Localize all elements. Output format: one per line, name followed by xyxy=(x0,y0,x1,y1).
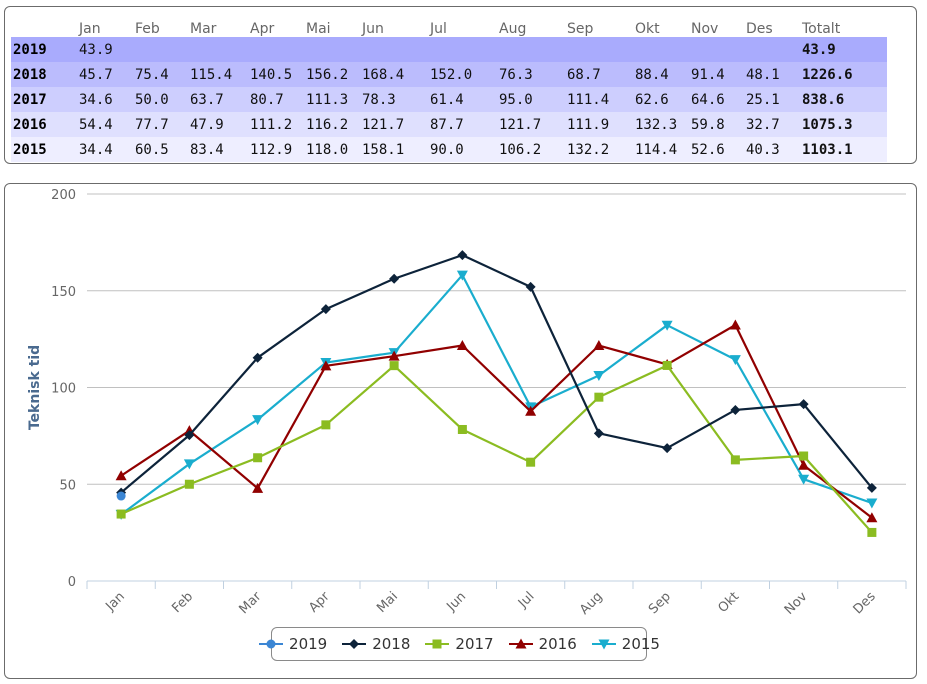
row-year: 2019 xyxy=(11,37,77,62)
x-tick-label: Feb xyxy=(169,589,197,617)
legend-label: 2016 xyxy=(538,635,577,653)
data-point-2017 xyxy=(594,393,603,402)
x-tick-label: Aug xyxy=(577,589,606,618)
row-total: 1226.6 xyxy=(800,62,887,87)
series-line-2015 xyxy=(121,275,872,514)
legend-item-2017[interactable] xyxy=(424,635,493,653)
row-year: 2015 xyxy=(11,137,77,162)
table-cell xyxy=(565,37,633,62)
table-cell xyxy=(689,37,744,62)
table-cell: 63.7 xyxy=(188,87,248,112)
legend-item-2018[interactable] xyxy=(341,635,410,653)
table-cell xyxy=(633,37,689,62)
row-total: 1075.3 xyxy=(800,112,887,137)
legend-label: 2015 xyxy=(621,635,660,653)
table-cell: 77.7 xyxy=(133,112,188,137)
x-tick-label: Jan xyxy=(103,589,128,615)
table-cell: 106.2 xyxy=(497,137,565,162)
data-point-2017 xyxy=(117,510,126,519)
data-point-2017 xyxy=(731,455,740,464)
summary-table-panel xyxy=(4,6,917,164)
table-cell: 34.4 xyxy=(77,137,133,162)
data-point-2016 xyxy=(116,470,127,480)
data-point-2018 xyxy=(457,250,467,260)
y-tick-label: 100 xyxy=(51,381,76,397)
table-cell: 43.9 xyxy=(77,37,133,62)
row-total: 43.9 xyxy=(800,37,887,62)
x-tick-label: Mar xyxy=(236,589,265,618)
x-tick-label: Apr xyxy=(306,589,333,616)
table-cell: 61.4 xyxy=(428,87,497,112)
data-point-2017 xyxy=(458,425,467,434)
legend-symbol-icon xyxy=(591,637,617,651)
column-header: Sep xyxy=(567,21,594,37)
table-cell xyxy=(428,37,497,62)
table-cell: 45.7 xyxy=(77,62,133,87)
table-cell xyxy=(304,37,360,62)
table-cell: 158.1 xyxy=(360,137,428,162)
header-corner xyxy=(11,14,77,37)
table-cell xyxy=(133,37,188,62)
table-cell xyxy=(360,37,428,62)
table-cell: 25.1 xyxy=(744,87,800,112)
data-point-2017 xyxy=(321,420,330,429)
table-cell: 40.3 xyxy=(744,137,800,162)
table-cell xyxy=(248,37,304,62)
table-cell xyxy=(744,37,800,62)
column-header: Apr xyxy=(250,21,275,37)
legend-symbol-icon xyxy=(341,637,367,651)
column-header: Feb xyxy=(135,21,160,37)
chart-legend xyxy=(271,627,660,661)
x-tick-label: Jun xyxy=(444,589,470,615)
table-cell: 111.9 xyxy=(565,112,633,137)
table-cell: 88.4 xyxy=(633,62,689,87)
legend-label: 2018 xyxy=(372,635,411,653)
table-cell: 54.4 xyxy=(77,112,133,137)
column-header: Mar xyxy=(190,21,217,37)
table-cell: 116.2 xyxy=(304,112,360,137)
table-row xyxy=(11,37,887,62)
table-cell: 152.0 xyxy=(428,62,497,87)
legend-item-2019[interactable] xyxy=(258,635,327,653)
table-cell: 90.0 xyxy=(428,137,497,162)
column-header: Jan xyxy=(79,21,101,37)
data-point-2015 xyxy=(730,355,741,365)
data-point-2017 xyxy=(526,458,535,467)
table-cell: 78.3 xyxy=(360,87,428,112)
column-header: Okt xyxy=(635,21,660,37)
table-cell: 34.6 xyxy=(77,87,133,112)
data-point-2017 xyxy=(867,528,876,537)
chart-panel xyxy=(4,183,917,679)
table-cell: 111.3 xyxy=(304,87,360,112)
table-cell: 59.8 xyxy=(689,112,744,137)
table-cell: 118.0 xyxy=(304,137,360,162)
table-cell: 111.2 xyxy=(248,112,304,137)
column-header: Des xyxy=(746,21,773,37)
table-cell: 132.3 xyxy=(633,112,689,137)
table-cell: 121.7 xyxy=(497,112,565,137)
table-cell: 168.4 xyxy=(360,62,428,87)
data-point-2018 xyxy=(730,405,740,415)
table-cell: 121.7 xyxy=(360,112,428,137)
table-row xyxy=(11,137,887,162)
table-cell: 114.4 xyxy=(633,137,689,162)
x-tick-label: Okt xyxy=(715,589,743,616)
column-header: Nov xyxy=(691,21,719,37)
data-point-2018 xyxy=(389,274,399,284)
x-tick-label: Des xyxy=(850,589,879,618)
data-point-2017 xyxy=(390,361,399,370)
row-year: 2018 xyxy=(11,62,77,87)
data-point-2016 xyxy=(593,340,604,350)
column-header: Jul xyxy=(430,21,447,37)
x-tick-label: Mai xyxy=(374,589,401,616)
table-cell: 112.9 xyxy=(248,137,304,162)
column-header: Jun xyxy=(362,21,384,37)
x-tick-label: Jul xyxy=(515,589,538,611)
row-year: 2017 xyxy=(11,87,77,112)
data-point-2017 xyxy=(185,480,194,489)
legend-label: 2017 xyxy=(455,635,494,653)
y-tick-label: 50 xyxy=(59,478,76,494)
table-cell xyxy=(188,37,248,62)
table-cell: 47.9 xyxy=(188,112,248,137)
table-cell: 62.6 xyxy=(633,87,689,112)
legend-symbol-icon xyxy=(508,637,534,651)
table-cell: 87.7 xyxy=(428,112,497,137)
table-header-row xyxy=(11,14,887,37)
data-point-2016 xyxy=(730,319,741,329)
y-tick-label: 200 xyxy=(51,188,76,203)
table-cell: 75.4 xyxy=(133,62,188,87)
column-header: Mai xyxy=(306,21,331,37)
data-point-2018 xyxy=(662,443,672,453)
data-point-2017 xyxy=(663,361,672,370)
table-row xyxy=(11,87,887,112)
table-cell: 95.0 xyxy=(497,87,565,112)
legend-item-2015[interactable] xyxy=(591,635,660,653)
legend-label: 2019 xyxy=(289,635,328,653)
column-header: Totalt xyxy=(802,21,841,37)
table-cell: 156.2 xyxy=(304,62,360,87)
y-tick-label: 0 xyxy=(67,575,76,590)
table-cell: 68.7 xyxy=(565,62,633,87)
y-axis-label: Teknisk tid xyxy=(27,344,43,431)
data-point-2018 xyxy=(594,428,604,438)
series-line-2017 xyxy=(121,365,872,532)
table-row xyxy=(11,112,887,137)
row-total: 838.6 xyxy=(800,87,887,112)
table-cell: 83.4 xyxy=(188,137,248,162)
table-cell: 52.6 xyxy=(689,137,744,162)
table-cell: 111.4 xyxy=(565,87,633,112)
data-point-2015 xyxy=(593,371,604,381)
table-cell: 32.7 xyxy=(744,112,800,137)
table-row xyxy=(11,62,887,87)
monthly-data-table xyxy=(11,14,887,162)
legend-marker xyxy=(433,640,442,649)
table-cell: 132.2 xyxy=(565,137,633,162)
data-point-2017 xyxy=(253,453,262,462)
data-point-2015 xyxy=(866,499,877,509)
legend-symbol-icon xyxy=(258,637,284,651)
table-cell: 48.1 xyxy=(744,62,800,87)
table-cell: 50.0 xyxy=(133,87,188,112)
legend-symbol-icon xyxy=(424,637,450,651)
table-cell: 115.4 xyxy=(188,62,248,87)
table-cell: 91.4 xyxy=(689,62,744,87)
table-cell xyxy=(497,37,565,62)
table-cell: 64.6 xyxy=(689,87,744,112)
x-tick-label: Sep xyxy=(646,589,674,618)
legend-marker xyxy=(267,640,276,649)
legend-item-2016[interactable] xyxy=(508,635,577,653)
data-point-2017 xyxy=(799,451,808,460)
line-chart xyxy=(5,184,916,678)
row-total: 1103.1 xyxy=(800,137,887,162)
series-line-2016 xyxy=(121,325,872,518)
table-cell: 80.7 xyxy=(248,87,304,112)
data-point-2019 xyxy=(117,492,126,501)
table-cell: 76.3 xyxy=(497,62,565,87)
row-year: 2016 xyxy=(11,112,77,137)
data-point-2015 xyxy=(252,415,263,425)
table-cell: 140.5 xyxy=(248,62,304,87)
x-tick-label: Nov xyxy=(781,589,811,618)
column-header: Aug xyxy=(499,21,527,37)
legend-marker xyxy=(349,639,359,649)
table-cell: 60.5 xyxy=(133,137,188,162)
y-tick-label: 150 xyxy=(51,284,76,300)
